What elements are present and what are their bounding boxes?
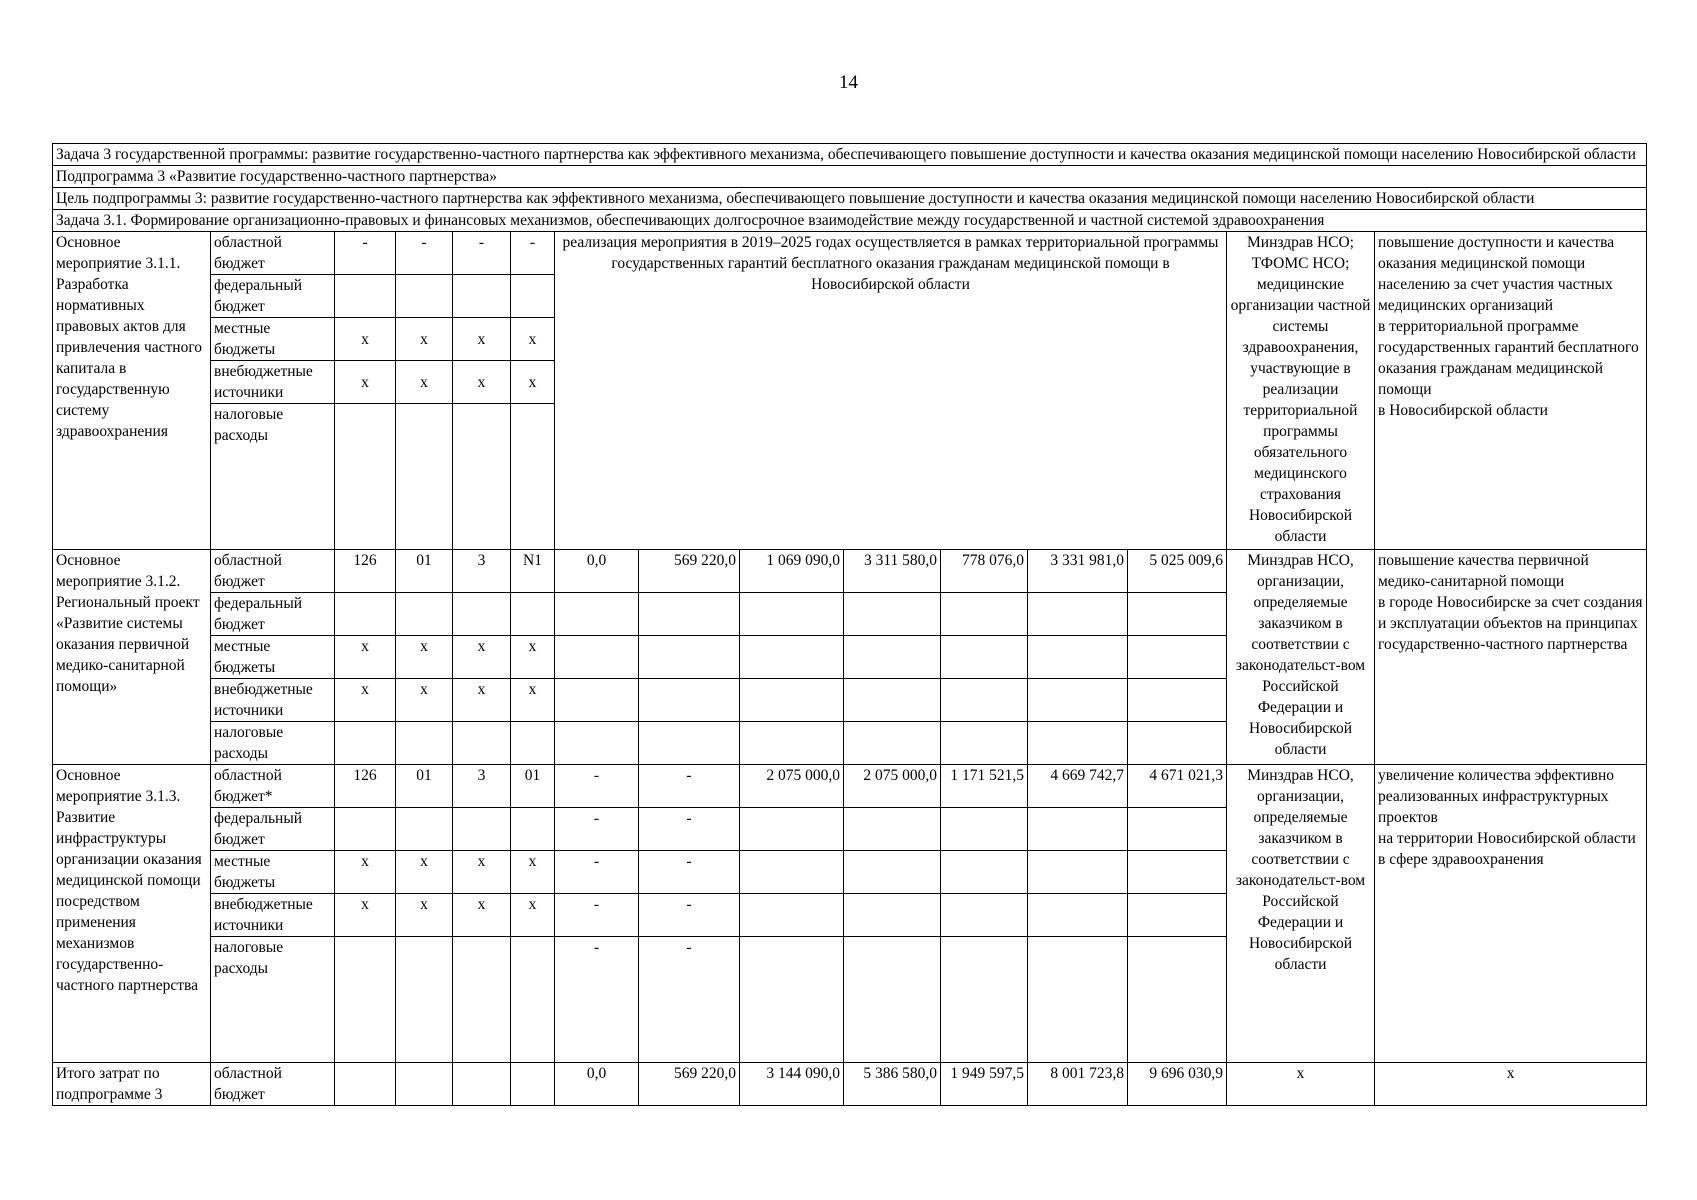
m1-code-4: - xyxy=(511,232,555,275)
m2-value-2021: 1 069 090,0 xyxy=(740,550,844,593)
m2-result: повышение качества первичной медико-санитарной помощи в городе Новосибирске за счет создания и эксплуатации объектов на принципах государственно-частного партнерства xyxy=(1375,550,1647,765)
m2-row-regional xyxy=(53,550,1647,593)
total-executor: x xyxy=(1227,1063,1375,1106)
m2-budget-federal: федеральный бюджет xyxy=(211,593,335,636)
m3-extra-code-3: x xyxy=(453,894,511,937)
m1-local-code-1: x xyxy=(335,318,396,361)
m1-budget-regional: областной бюджет xyxy=(211,232,335,275)
m3-local-code-3: x xyxy=(453,851,511,894)
m1-budget-extra: внебюджетные источники xyxy=(211,361,335,404)
m2-budget-tax: налоговые расходы xyxy=(211,722,335,765)
m2-value-2024: 3 331 981,0 xyxy=(1028,550,1128,593)
goal-text: Цель подпрограммы 3: развитие государственно-частного партнерства как эффективного механизма, обеспечивающего повышение доступности и качества оказания медицинской помощи населению Новосибирской области xyxy=(53,188,1647,210)
m3-local-code-4: x xyxy=(511,851,555,894)
m3-value-2023: 1 171 521,5 xyxy=(941,765,1028,808)
m3-value-2021: 2 075 000,0 xyxy=(740,765,844,808)
m3-federal-dash-2: - xyxy=(639,808,740,851)
m2-value-2020: 569 220,0 xyxy=(639,550,740,593)
m3-local-code-2: x xyxy=(396,851,453,894)
total-value-2022: 5 386 580,0 xyxy=(844,1063,941,1106)
m2-extra-code-3: x xyxy=(453,679,511,722)
m3-code-2: 01 xyxy=(396,765,453,808)
m1-budget-local: местные бюджеты xyxy=(211,318,335,361)
m3-code-3: 3 xyxy=(453,765,511,808)
total-budget-regional: областной бюджет xyxy=(211,1063,335,1106)
m2-code-4: N1 xyxy=(511,550,555,593)
subprogram-table xyxy=(52,143,1647,1106)
m3-result: увеличение количества эффективно реализованных инфраструктурных проектов на территории Новосибирской области в сфере здравоохранения xyxy=(1375,765,1647,1063)
m1-extra-code-1: x xyxy=(335,361,396,404)
task-text: Задача 3 государственной программы: развитие государственно-частного партнерства как эффективного механизма, обеспечивающего повышение доступности и качества оказания медицинской помощи населению Новосибирской области xyxy=(53,144,1647,166)
m3-budget-federal: федеральный бюджет xyxy=(211,808,335,851)
total-value-2023: 1 949 597,5 xyxy=(941,1063,1028,1106)
m2-local-code-3: x xyxy=(453,636,511,679)
m3-tax-dash-1: - xyxy=(555,937,639,1063)
m2-value-2019: 0,0 xyxy=(555,550,639,593)
m3-local-code-1: x xyxy=(335,851,396,894)
m1-extra-code-3: x xyxy=(453,361,511,404)
goal-row xyxy=(53,188,1647,210)
total-value-2025: 9 696 030,9 xyxy=(1128,1063,1227,1106)
m3-value-2022: 2 075 000,0 xyxy=(844,765,941,808)
m3-executor: Минздрав НСО, организации, определяемые заказчиком в соответствии с законодательст-вом Российской Федерации и Новосибирской области xyxy=(1227,765,1375,1063)
m2-value-2023: 778 076,0 xyxy=(941,550,1028,593)
m3-value-2024: 4 669 742,7 xyxy=(1028,765,1128,808)
m3-extra-dash-2: - xyxy=(639,894,740,937)
m2-local-code-4: x xyxy=(511,636,555,679)
m1-code-2: - xyxy=(396,232,453,275)
m3-value-2019: - xyxy=(555,765,639,808)
m3-local-dash-1: - xyxy=(555,851,639,894)
m3-federal-dash-1: - xyxy=(555,808,639,851)
m3-code-4: 01 xyxy=(511,765,555,808)
m3-budget-local: местные бюджеты xyxy=(211,851,335,894)
m2-code-3: 3 xyxy=(453,550,511,593)
m2-budget-regional: областной бюджет xyxy=(211,550,335,593)
m3-budget-extra: внебюджетные источники xyxy=(211,894,335,937)
m3-extra-code-1: x xyxy=(335,894,396,937)
m2-extra-code-4: x xyxy=(511,679,555,722)
m1-code-1: - xyxy=(335,232,396,275)
m2-name: Основное мероприятие 3.1.2. Региональный проект «Развитие системы оказания первичной медико-санитарной помощи» xyxy=(53,550,211,765)
subprogram-row xyxy=(53,166,1647,188)
m1-code-3: - xyxy=(453,232,511,275)
m3-value-2020: - xyxy=(639,765,740,808)
m3-local-dash-2: - xyxy=(639,851,740,894)
total-value-2021: 3 144 090,0 xyxy=(740,1063,844,1106)
m1-budget-federal: федеральный бюджет xyxy=(211,275,335,318)
total-value-2019: 0,0 xyxy=(555,1063,639,1106)
m1-note: реализация мероприятия в 2019–2025 годах осуществляется в рамках территориальной программы государственных гарантий бесплатного оказания гражданам медицинской помощи в Новосибирской области xyxy=(555,232,1227,550)
m2-local-code-1: x xyxy=(335,636,396,679)
m3-extra-code-2: x xyxy=(396,894,453,937)
m3-extra-dash-1: - xyxy=(555,894,639,937)
m1-local-code-2: x xyxy=(396,318,453,361)
m3-budget-regional: областной бюджет* xyxy=(211,765,335,808)
m1-row-regional xyxy=(53,232,1647,275)
m1-name: Основное мероприятие 3.1.1. Разработка нормативных правовых актов для привлечения частного капитала в государственную систему здравоохранения xyxy=(53,232,211,550)
m2-code-2: 01 xyxy=(396,550,453,593)
m2-budget-extra: внебюджетные источники xyxy=(211,679,335,722)
m3-budget-tax: налоговые расходы xyxy=(211,937,335,1063)
m3-name: Основное мероприятие 3.1.3. Развитие инфраструктуры организации оказания медицинской помощи посредством применения механизмов государственно-частного партнерства xyxy=(53,765,211,1063)
m1-extra-code-4: x xyxy=(511,361,555,404)
m2-extra-code-2: x xyxy=(396,679,453,722)
subtask-text: Задача 3.1. Формирование организационно-правовых и финансовых механизмов, обеспечивающих долгосрочное взаимодействие между государственной и частной системой здравоохранения xyxy=(53,210,1647,232)
total-name: Итого затрат по подпрограмме 3 xyxy=(53,1063,211,1106)
m3-value-2025: 4 671 021,3 xyxy=(1128,765,1227,808)
total-row xyxy=(53,1063,1647,1106)
m1-local-code-4: x xyxy=(511,318,555,361)
subtask-row xyxy=(53,210,1647,232)
task-row xyxy=(53,144,1647,166)
m2-value-2022: 3 311 580,0 xyxy=(844,550,941,593)
m2-value-2025: 5 025 009,6 xyxy=(1128,550,1227,593)
total-result: x xyxy=(1375,1063,1647,1106)
m1-executor: Минздрав НСО; ТФОМС НСО; медицинские организации частной системы здравоохранения, участвующие в реализации территориальной программы обязательного медицинского страхования Новосибирской области xyxy=(1227,232,1375,550)
m3-tax-dash-2: - xyxy=(639,937,740,1063)
m2-budget-local: местные бюджеты xyxy=(211,636,335,679)
m1-result: повышение доступности и качества оказания медицинской помощи населению за счет участия частных медицинских организаций в территориальной программе государственных гарантий бесплатного оказания гражданам медицинской помощи в Новосибирской области xyxy=(1375,232,1647,550)
m2-extra-code-1: x xyxy=(335,679,396,722)
m1-budget-tax: налоговые расходы xyxy=(211,404,335,550)
subprogram-text: Подпрограмма 3 «Развитие государственно-частного партнерства» xyxy=(53,166,1647,188)
m1-extra-code-2: x xyxy=(396,361,453,404)
m3-extra-code-4: x xyxy=(511,894,555,937)
total-value-2024: 8 001 723,8 xyxy=(1028,1063,1128,1106)
m2-local-code-2: x xyxy=(396,636,453,679)
m2-code-1: 126 xyxy=(335,550,396,593)
m1-local-code-3: x xyxy=(453,318,511,361)
m3-code-1: 126 xyxy=(335,765,396,808)
page-number: 14 xyxy=(839,72,858,93)
m3-row-regional xyxy=(53,765,1647,808)
total-value-2020: 569 220,0 xyxy=(639,1063,740,1106)
m2-executor: Минздрав НСО, организации, определяемые заказчиком в соответствии с законодательст-вом Российской Федерации и Новосибирской области xyxy=(1227,550,1375,765)
